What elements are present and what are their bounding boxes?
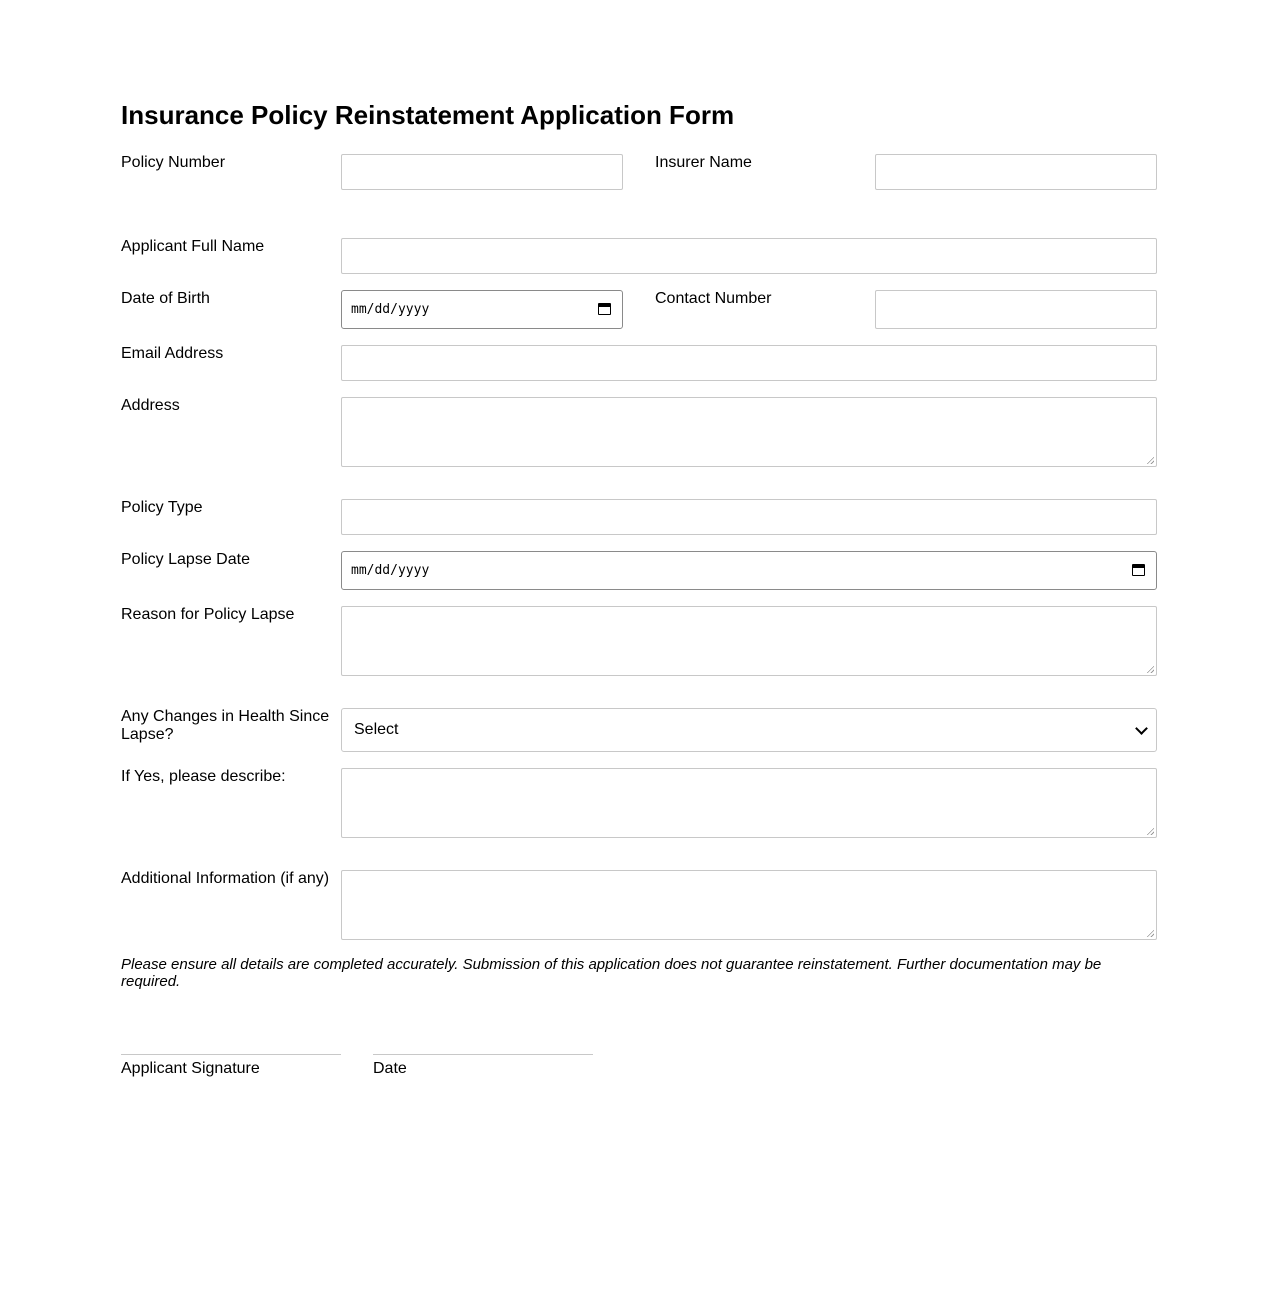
- applicant-signature-label: Applicant Signature: [121, 1060, 260, 1077]
- health-description-row: [121, 768, 1157, 838]
- chevron-down-icon: [1135, 722, 1148, 735]
- email-address-label: Email Address: [121, 345, 224, 362]
- policy-number-input[interactable]: [341, 154, 623, 190]
- additional-info-label: Additional Information (if any): [121, 870, 330, 887]
- health-changes-row: [121, 708, 1157, 752]
- address-textarea[interactable]: [341, 397, 1157, 467]
- email-row: [121, 345, 1157, 381]
- contact-number-input[interactable]: [875, 290, 1157, 329]
- reinstatement-form: [121, 100, 1157, 1077]
- calendar-icon[interactable]: [1132, 564, 1145, 576]
- dob-contact-row: [121, 290, 1157, 329]
- disclaimer-note: Please ensure all details are completed accurately. Submission of this application does not guarantee reinstatement. Further documentation may be required.: [121, 956, 1102, 990]
- reason-for-lapse-textarea[interactable]: [341, 606, 1157, 676]
- resize-handle-icon[interactable]: [1146, 456, 1154, 464]
- policy-type-input[interactable]: [341, 499, 1157, 535]
- health-changes-select[interactable]: [341, 708, 1157, 752]
- additional-info-row: [121, 870, 1157, 940]
- reason-row: [121, 606, 1157, 676]
- applicant-full-name-input[interactable]: [341, 238, 1157, 274]
- date-of-birth-label: Date of Birth: [121, 290, 210, 307]
- address-row: [121, 397, 1157, 467]
- insurer-name-input[interactable]: [875, 154, 1157, 190]
- resize-handle-icon[interactable]: [1146, 929, 1154, 937]
- health-description-label: If Yes, please describe:: [121, 768, 286, 785]
- resize-handle-icon[interactable]: [1146, 665, 1154, 673]
- reason-for-lapse-label: Reason for Policy Lapse: [121, 606, 295, 623]
- applicant-full-name-label: Applicant Full Name: [121, 238, 265, 255]
- address-label: Address: [121, 397, 180, 414]
- date-signature-label: Date: [373, 1060, 407, 1077]
- additional-info-textarea[interactable]: [341, 870, 1157, 940]
- policy-lapse-date-placeholder: mm/dd/yyyy: [351, 563, 430, 578]
- contact-number-label: Contact Number: [655, 290, 772, 307]
- page-title: Insurance Policy Reinstatement Application Form: [121, 100, 735, 130]
- applicant-signature-line[interactable]: [121, 1054, 341, 1055]
- policy-number-label: Policy Number: [121, 154, 226, 171]
- lapse-date-row: [121, 551, 1157, 590]
- policy-type-row: [121, 499, 1157, 535]
- health-description-textarea[interactable]: [341, 768, 1157, 838]
- policy-lapse-date-input[interactable]: [341, 551, 1157, 590]
- policy-type-label: Policy Type: [121, 499, 203, 516]
- calendar-icon[interactable]: [598, 303, 611, 315]
- policy-insurer-row: [121, 154, 1157, 190]
- policy-lapse-date-label: Policy Lapse Date: [121, 551, 250, 568]
- email-address-input[interactable]: [341, 345, 1157, 381]
- resize-handle-icon[interactable]: [1146, 827, 1154, 835]
- applicant-name-row: [121, 238, 1157, 274]
- insurer-name-label: Insurer Name: [655, 154, 752, 171]
- health-changes-label: Any Changes in Health Since Lapse?: [121, 708, 330, 743]
- date-of-birth-placeholder: mm/dd/yyyy: [351, 302, 430, 317]
- date-signature-line[interactable]: [373, 1054, 593, 1055]
- health-changes-selected: Select: [354, 721, 399, 738]
- date-of-birth-input[interactable]: [341, 290, 623, 329]
